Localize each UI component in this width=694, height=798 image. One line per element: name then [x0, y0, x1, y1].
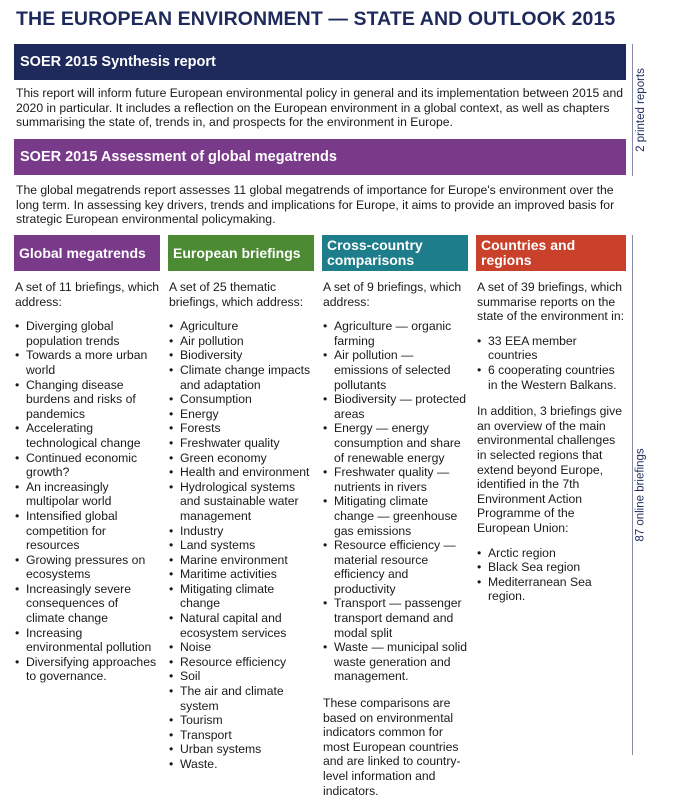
- list-item: • Resource efficiency — material resource efficiency and productivity: [322, 538, 468, 596]
- list-item: • Growing pressures on ecosystems: [14, 553, 160, 582]
- countries-regions-heading: Countries and regions: [476, 235, 626, 271]
- cross-country-list: [322, 319, 468, 684]
- page-title: THE EUROPEAN ENVIRONMENT — STATE AND OUTLOOK 2015: [16, 8, 616, 30]
- global-megatrends-heading: Global megatrends: [14, 235, 160, 271]
- online-briefings-label: 87 online briefings: [635, 448, 647, 542]
- cross-country-outro: These comparisons are based on environmental indicators common for most European countries and are linked to country-level information and indicators.: [323, 696, 461, 798]
- megatrends-assessment-text: The global megatrends report assesses 11 global megatrends of importance for Europe's environment over the long term. In assessing key drivers, trends and implications for Europe, it aims to provide an improved basis for strategic European environmental policymaking.: [16, 183, 615, 227]
- cross-country-column: [322, 235, 468, 798]
- list-item: • Green economy: [168, 451, 314, 466]
- global-megatrends-list: [14, 319, 160, 684]
- list-item: • Soil: [168, 669, 314, 684]
- online-briefings-label-container: [632, 235, 649, 755]
- synthesis-report-heading: SOER 2015 Synthesis report: [14, 44, 626, 80]
- list-item: • Increasingly severe consequences of climate change: [14, 582, 160, 626]
- list-item: • Energy — energy consumption and share of renewable energy: [322, 421, 468, 465]
- list-item: • Health and environment: [168, 465, 314, 480]
- list-item: • Biodiversity — protected areas: [322, 392, 468, 421]
- list-item: • Towards a more urban world: [14, 348, 160, 377]
- list-item: • Mitigating climate change — greenhouse gas emissions: [322, 494, 468, 538]
- cross-country-heading: Cross-country comparisons: [322, 235, 468, 271]
- global-megatrends-intro: A set of 11 briefings, which address:: [15, 280, 160, 309]
- list-item: • Increasing environmental pollution: [14, 626, 160, 655]
- printed-reports-label: 2 printed reports: [635, 68, 647, 152]
- list-item: • Waste — municipal solid waste generation and management.: [322, 640, 468, 684]
- list-item: • Agriculture: [168, 319, 314, 334]
- list-item: • Changing disease burdens and risks of pandemics: [14, 378, 160, 422]
- list-item: • Resource efficiency: [168, 655, 314, 670]
- printed-reports-label-container: [632, 44, 649, 176]
- list-item: • An increasingly multipolar world: [14, 480, 160, 509]
- list-item: • Waste.: [168, 757, 314, 772]
- list-item: • Agriculture — organic farming: [322, 319, 468, 348]
- regions-list: [476, 546, 626, 604]
- list-item: • Mitigating climate change: [168, 582, 314, 611]
- global-megatrends-column: [14, 235, 160, 684]
- countries-list: [476, 334, 626, 392]
- list-item: • Maritime activities: [168, 567, 314, 582]
- list-item: • Accelerating technological change: [14, 421, 160, 450]
- list-item: • Diversifying approaches to governance.: [14, 655, 160, 684]
- list-item: • Freshwater quality — nutrients in rivers: [322, 465, 468, 494]
- european-briefings-column: [168, 235, 314, 772]
- list-item: • Natural capital and ecosystem services: [168, 611, 314, 640]
- list-item: • Mediterranean Sea region.: [476, 575, 626, 604]
- european-briefings-heading: European briefings: [168, 235, 314, 271]
- list-item: • Arctic region: [476, 546, 626, 561]
- list-item: • Marine environment: [168, 553, 314, 568]
- list-item: • Transport — passenger transport demand and modal split: [322, 596, 468, 640]
- countries-regions-middle: In addition, 3 briefings give an overview of the main environmental challenges in selected regions that extend beyond Europe, identified in the 7th Environment Action Programme of the European Union:: [477, 404, 622, 535]
- list-item: • 6 cooperating countries in the Western Balkans.: [476, 363, 626, 392]
- list-item: • Biodiversity: [168, 348, 314, 363]
- countries-regions-intro: A set of 39 briefings, which summarise reports on the state of the environment in:: [477, 280, 625, 324]
- list-item: • Climate change impacts and adaptation: [168, 363, 314, 392]
- list-item: • Freshwater quality: [168, 436, 314, 451]
- list-item: • 33 EEA member countries: [476, 334, 626, 363]
- list-item: • Black Sea region: [476, 560, 626, 575]
- list-item: • Hydrological systems and sustainable water management: [168, 480, 314, 524]
- list-item: • Diverging global population trends: [14, 319, 160, 348]
- list-item: • Energy: [168, 407, 314, 422]
- list-item: • Urban systems: [168, 742, 314, 757]
- list-item: • Tourism: [168, 713, 314, 728]
- countries-regions-column: [476, 235, 626, 604]
- megatrends-assessment-heading: SOER 2015 Assessment of global megatrends: [14, 139, 626, 175]
- list-item: • Consumption: [168, 392, 314, 407]
- european-briefings-intro: A set of 25 thematic briefings, which address:: [169, 280, 304, 309]
- list-item: • Industry: [168, 524, 314, 539]
- synthesis-report-text: This report will inform future European environmental policy in general and its implementation between 2015 and 2020 in particular. It includes a reflection on the European environment in a global context, as well as chapters summarising the state of, trends in, and prospects for the environment in Europe.: [16, 86, 624, 130]
- list-item: • Air pollution: [168, 334, 314, 349]
- european-briefings-list: [168, 319, 314, 771]
- list-item: • The air and climate system: [168, 684, 314, 713]
- list-item: • Continued economic growth?: [14, 451, 160, 480]
- list-item: • Noise: [168, 640, 314, 655]
- list-item: • Transport: [168, 728, 314, 743]
- list-item: • Intensified global competition for resources: [14, 509, 160, 553]
- list-item: • Land systems: [168, 538, 314, 553]
- cross-country-intro: A set of 9 briefings, which address:: [323, 280, 462, 309]
- list-item: • Air pollution — emissions of selected pollutants: [322, 348, 468, 392]
- list-item: • Forests: [168, 421, 314, 436]
